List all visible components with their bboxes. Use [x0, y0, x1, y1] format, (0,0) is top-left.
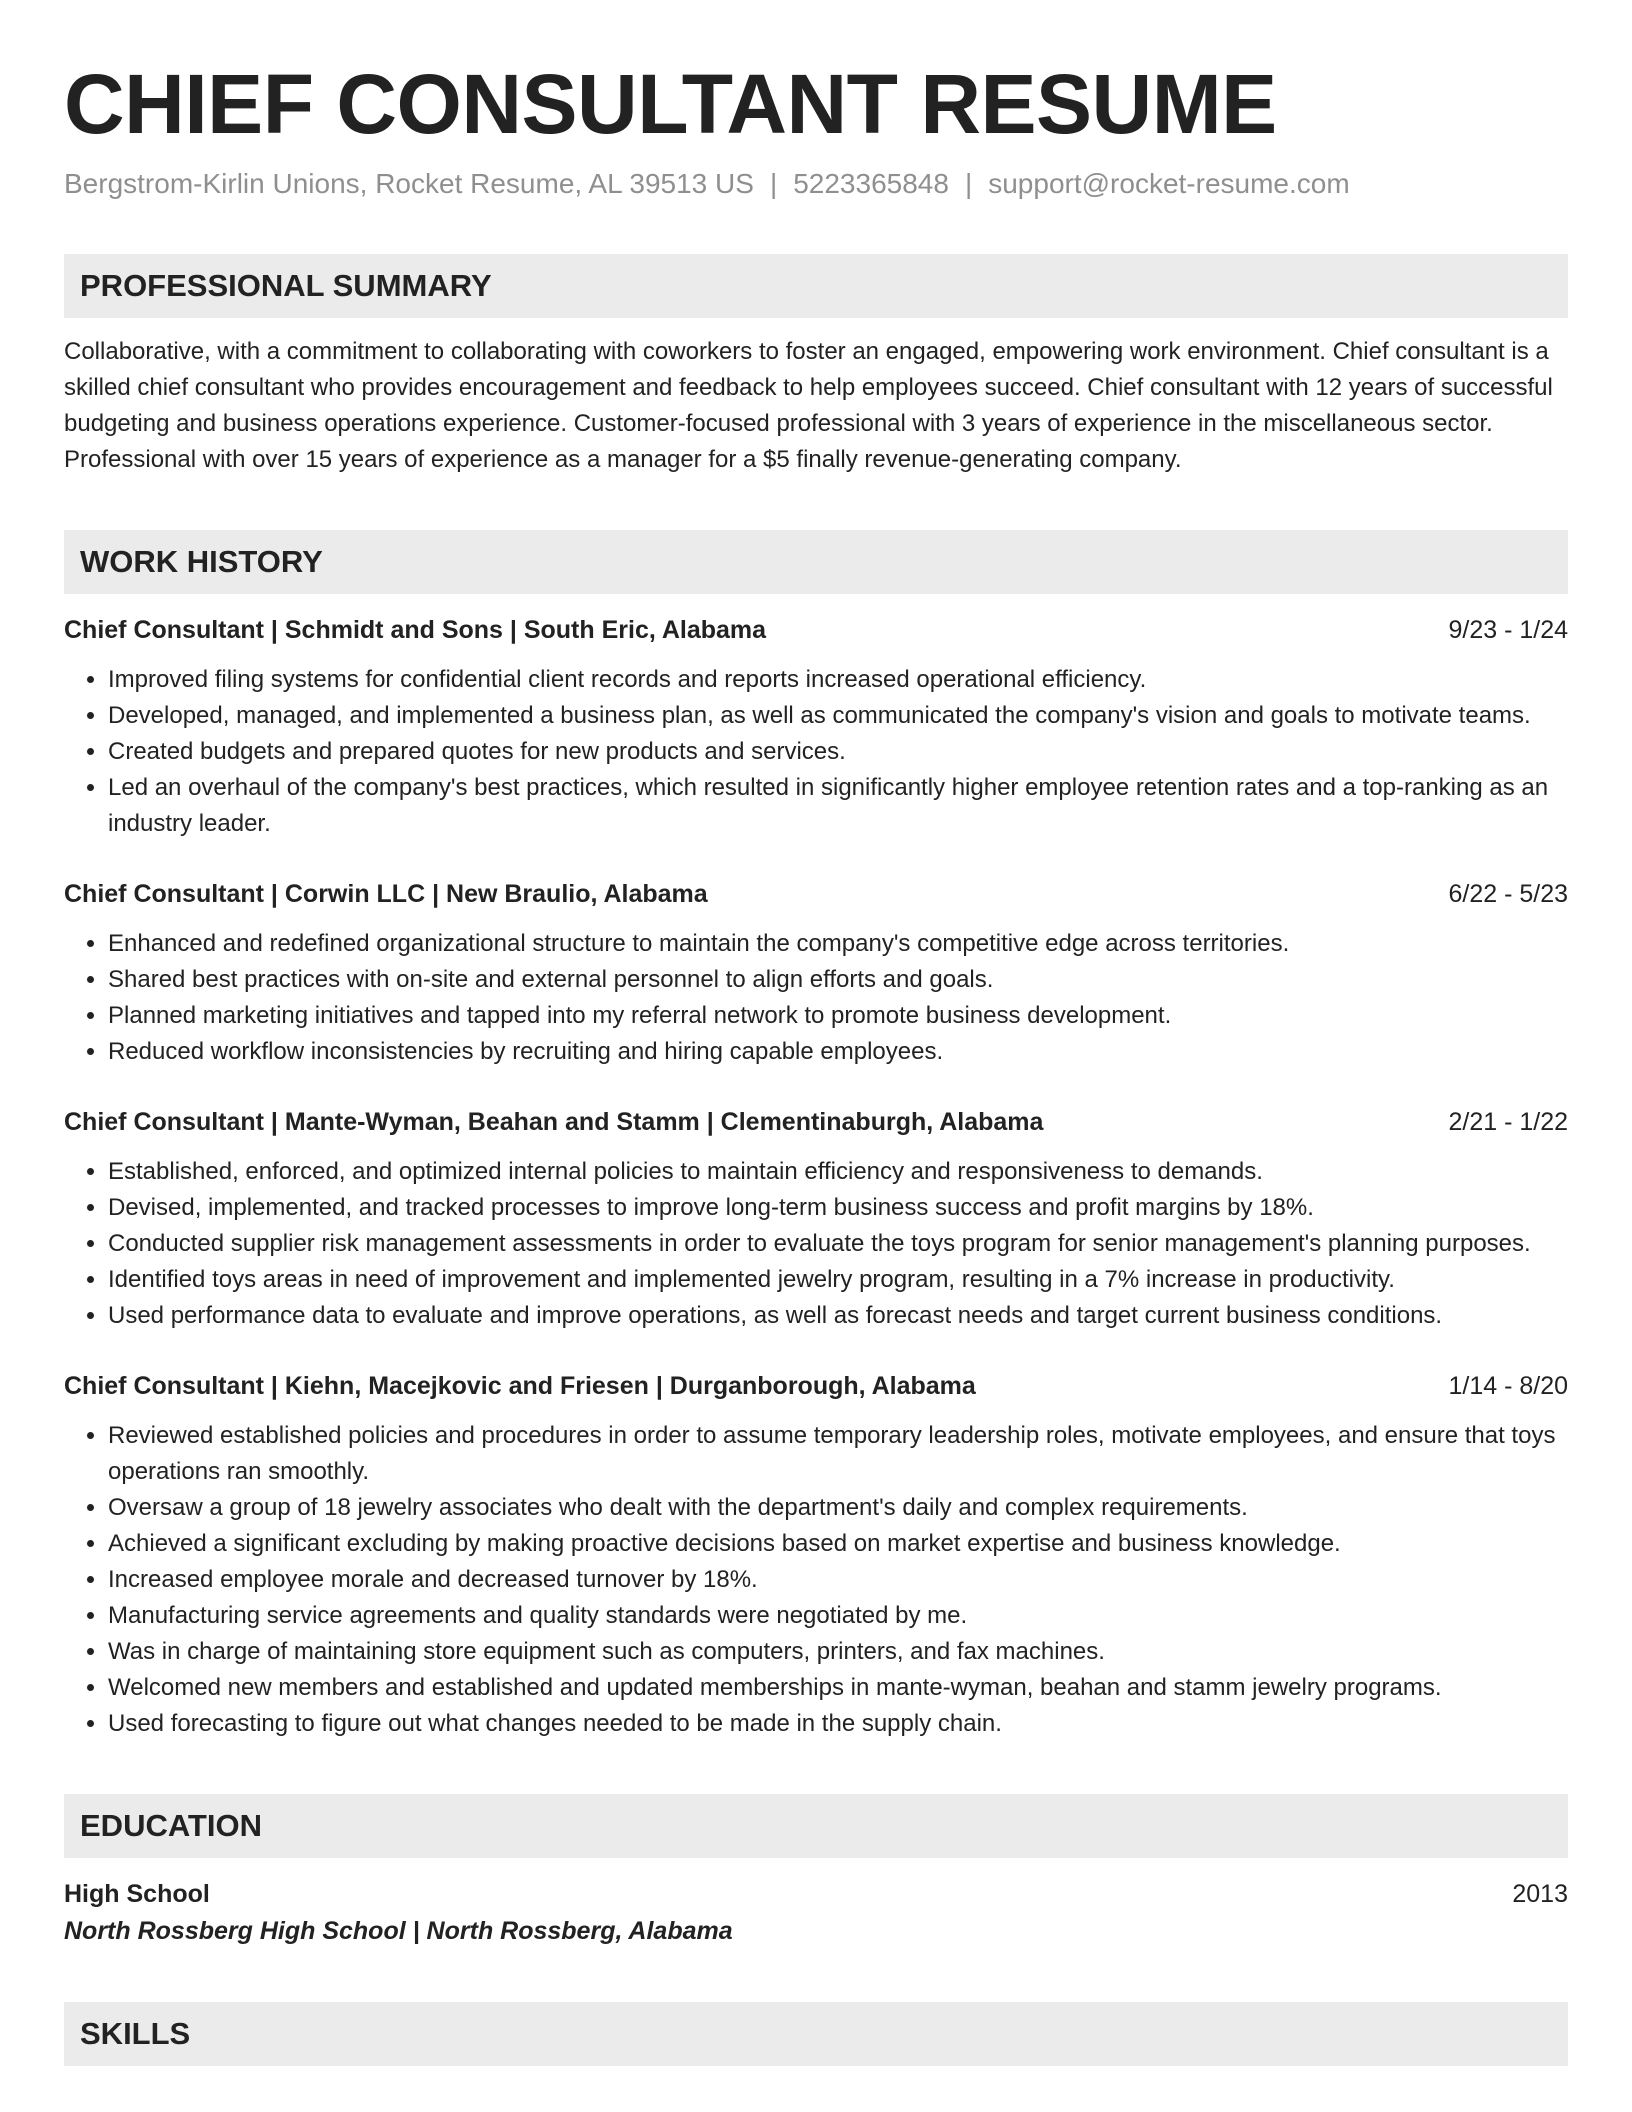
contact-address: Bergstrom-Kirlin Unions, Rocket Resume, AL 39513 US: [64, 168, 754, 199]
job-dates: 2/21 - 1/22: [1448, 1108, 1568, 1136]
job-bullet: • Reduced workflow inconsistencies by recruiting and hiring capable employees.: [108, 1034, 1568, 1070]
education-school: North Rossberg High School | North Rossberg, Alabama: [64, 1917, 733, 1945]
job-bullets: [64, 662, 1568, 842]
contact-email: support@rocket-resume.com: [988, 168, 1350, 199]
contact-line: [64, 166, 1568, 202]
job-bullet: • Used performance data to evaluate and improve operations, as well as forecast needs and target current business conditions.: [108, 1298, 1568, 1334]
job-bullet: • Oversaw a group of 18 jewelry associates who dealt with the department's daily and complex requirements.: [108, 1490, 1568, 1526]
contact-separator: |: [964, 168, 973, 199]
job-bullet: • Achieved a significant excluding by making proactive decisions based on market expertise and business knowledge.: [108, 1526, 1568, 1562]
contact-phone: 5223365848: [793, 168, 949, 199]
job-dates: 1/14 - 8/20: [1448, 1372, 1568, 1400]
job-bullets: [64, 1418, 1568, 1742]
job-dates: 9/23 - 1/24: [1448, 616, 1568, 644]
job-bullet: • Shared best practices with on-site and external personnel to align efforts and goals.: [108, 962, 1568, 998]
job-title: Chief Consultant | Kiehn, Macejkovic and Friesen | Durganborough, Alabama: [64, 1372, 976, 1400]
summary-text: Collaborative, with a commitment to collaborating with coworkers to foster an engaged, empowering work environment. Chief consultant is a skilled chief consultant who provides encouragement and feedback to help employees succeed. Chief consultant with 12 years of successful budgeting and business operations experience. Customer-focused professional with 3 years of experience in the miscellaneous sector. Professional with over 15 years of experience as a manager for a $5 finally revenue-generating company.: [64, 338, 1553, 473]
section-header-work-history: WORK HISTORY: [64, 530, 1568, 594]
job-title: Chief Consultant | Corwin LLC | New Braulio, Alabama: [64, 880, 708, 908]
job-bullets: [64, 1154, 1568, 1334]
education-header: [64, 1876, 1568, 1912]
job-bullet: • Led an overhaul of the company's best practices, which resulted in significantly higher employee retention rates and a top-ranking as an industry leader.: [108, 770, 1568, 842]
job-bullet: • Created budgets and prepared quotes for new products and services.: [108, 734, 1568, 770]
section-header-skills: SKILLS: [64, 2002, 1568, 2066]
education-entry: [64, 1876, 1568, 1950]
job-bullet: • Enhanced and redefined organizational structure to maintain the company's competitive edge across territories.: [108, 926, 1568, 962]
job-bullet: • Used forecasting to figure out what changes needed to be made in the supply chain.: [108, 1706, 1568, 1742]
job-bullet: • Manufacturing service agreements and quality standards were negotiated by me.: [108, 1598, 1568, 1634]
job-bullet: • Increased employee morale and decreased turnover by 18%.: [108, 1562, 1568, 1598]
job-bullets: [64, 926, 1568, 1070]
job-bullet: • Improved filing systems for confidential client records and reports increased operational efficiency.: [108, 662, 1568, 698]
job-bullet: • Devised, implemented, and tracked processes to improve long-term business success and profit margins by 18%.: [108, 1190, 1568, 1226]
section-header-summary: PROFESSIONAL SUMMARY: [64, 254, 1568, 318]
job-entry: [64, 1104, 1568, 1334]
job-bullet: • Established, enforced, and optimized internal policies to maintain efficiency and responsiveness to demands.: [108, 1154, 1568, 1190]
job-dates: 6/22 - 5/23: [1448, 880, 1568, 908]
job-header: [64, 1104, 1568, 1140]
job-bullet: • Identified toys areas in need of improvement and implemented jewelry program, resulting in a 7% increase in productivity.: [108, 1262, 1568, 1298]
contact-separator: |: [769, 168, 778, 199]
job-bullet: • Welcomed new members and established and updated memberships in mante-wyman, beahan and stamm jewelry programs.: [108, 1670, 1568, 1706]
job-title: Chief Consultant | Mante-Wyman, Beahan and Stamm | Clementinaburgh, Alabama: [64, 1108, 1044, 1136]
job-entry: [64, 876, 1568, 1070]
education-degree: High School: [64, 1880, 210, 1908]
section-header-education: EDUCATION: [64, 1794, 1568, 1858]
job-header: [64, 876, 1568, 912]
job-bullet: • Was in charge of maintaining store equipment such as computers, printers, and fax machines.: [108, 1634, 1568, 1670]
education-year: 2013: [1512, 1880, 1568, 1908]
job-header: [64, 1368, 1568, 1404]
resume-title: CHIEF CONSULTANT RESUME: [64, 57, 1277, 151]
job-entry: [64, 1368, 1568, 1742]
job-title: Chief Consultant | Schmidt and Sons | South Eric, Alabama: [64, 616, 767, 644]
job-entry: [64, 612, 1568, 842]
job-bullet: • Developed, managed, and implemented a business plan, as well as communicated the company's vision and goals to motivate teams.: [108, 698, 1568, 734]
job-bullet: • Planned marketing initiatives and tapped into my referral network to promote business development.: [108, 998, 1568, 1034]
job-bullet: • Conducted supplier risk management assessments in order to evaluate the toys program for senior management's planning purposes.: [108, 1226, 1568, 1262]
job-bullet: • Reviewed established policies and procedures in order to assume temporary leadership roles, motivate employees, and ensure that toys operations ran smoothly.: [108, 1418, 1568, 1490]
job-header: [64, 612, 1568, 648]
